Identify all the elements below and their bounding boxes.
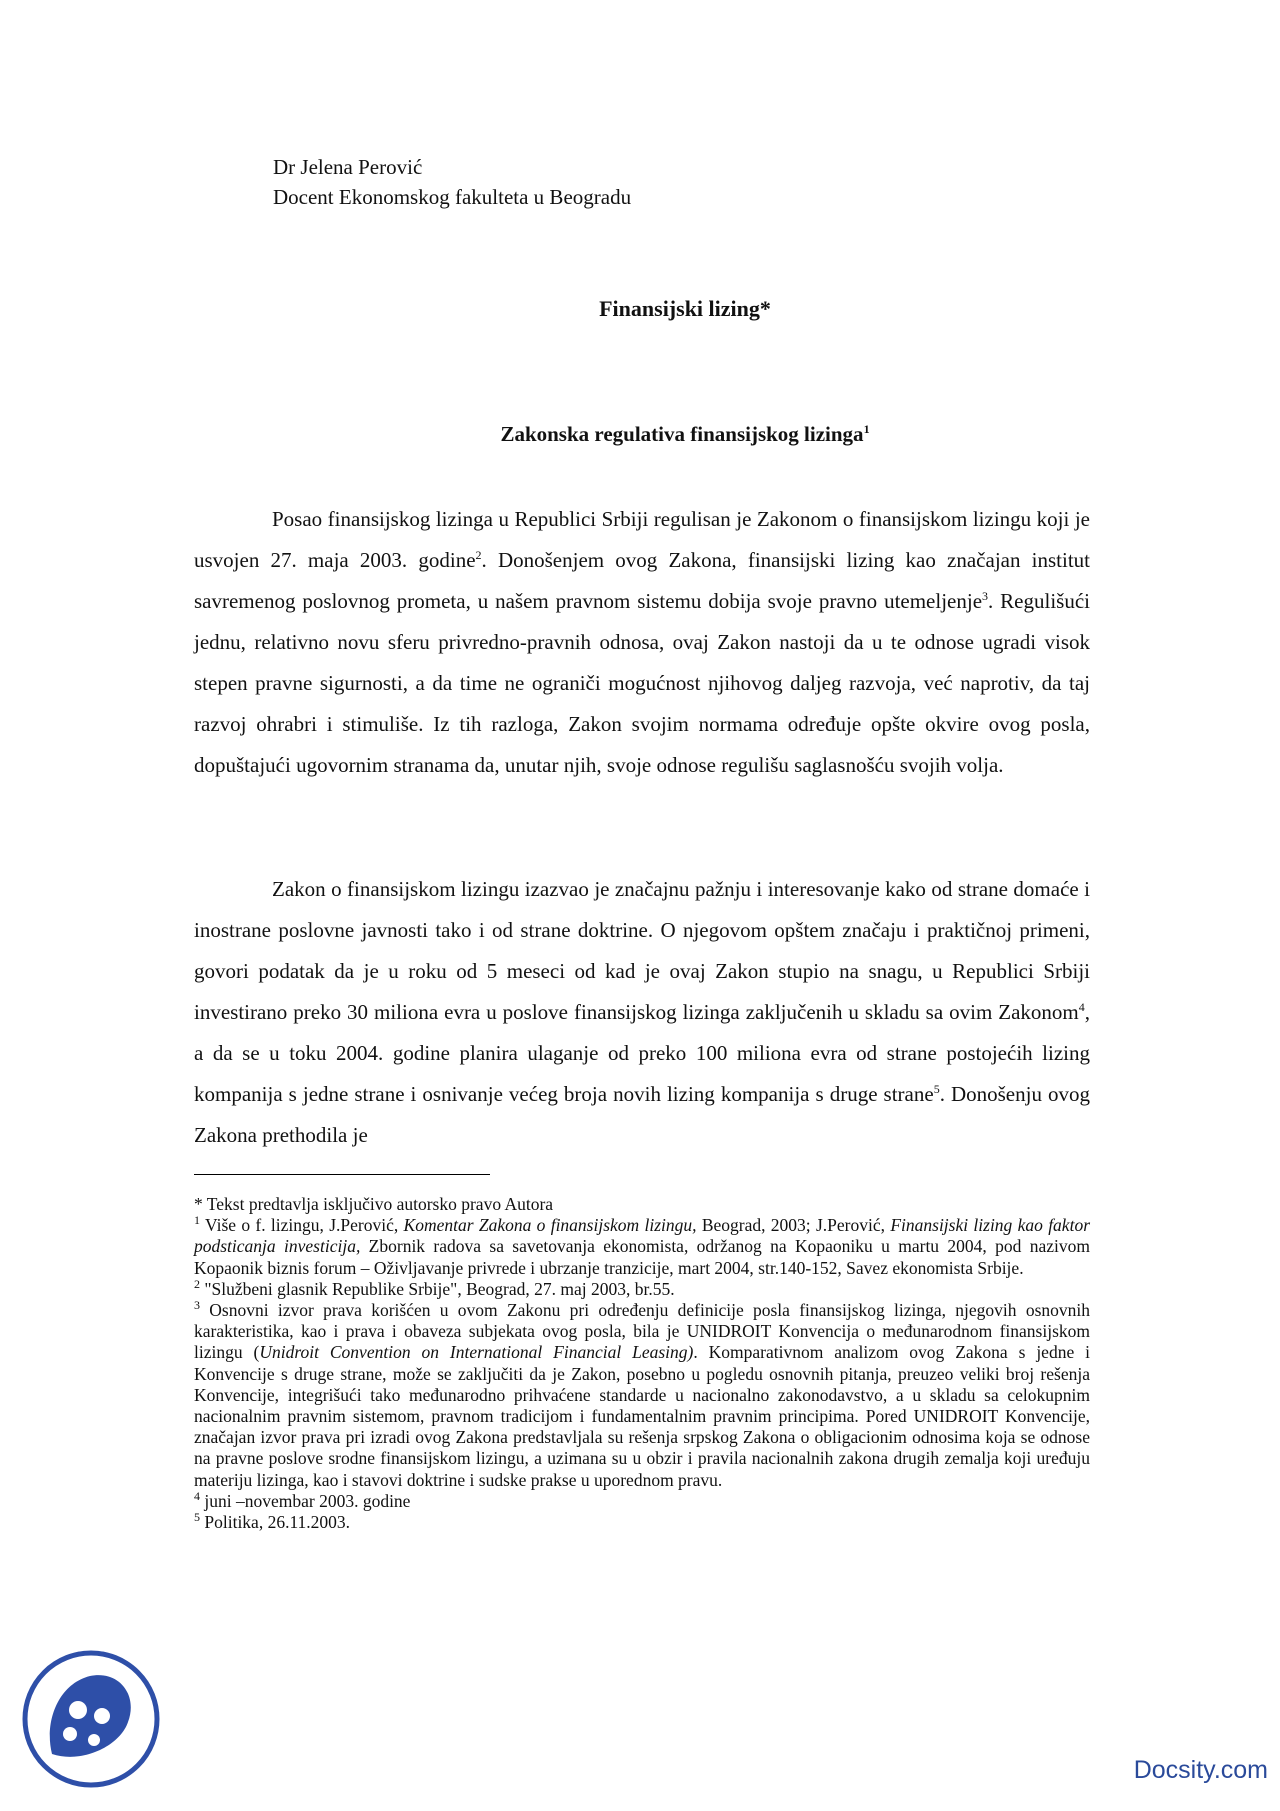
footnote-ref-1[interactable]: 1 bbox=[863, 422, 870, 436]
footnote-divider bbox=[194, 1174, 490, 1175]
p1-text-b: . Donošenjem ovog Zakona, finansijski lizing kao značajan institut savremenog poslovnog prometa, u našem pravnom sistemu dobija svoje pravno utemeljenje bbox=[194, 548, 1090, 613]
footnote-ref-3[interactable]: 3 bbox=[982, 589, 989, 603]
footnote-2-text: "Službeni glasnik Republike Srbije", Beograd, 27. maj 2003, br.55. bbox=[200, 1278, 675, 1299]
p2-text-c: . Donošenju ovog Zakona prethodila je bbox=[194, 1082, 1090, 1147]
footnotes bbox=[194, 1194, 1090, 1533]
author-position: Docent Ekonomskog fakulteta u Beogradu bbox=[273, 185, 632, 209]
footnote-1-text-c: Zbornik radova sa savetovanja ekonomista, održanog na Kopaoniku u martu 2004, pod nazivom Kopaonik biznis forum – Oživljavanje privrede i ubrzanje tranzicije, mart 2004, str.140-152, Savez ekonomista Srbije. bbox=[194, 1236, 1090, 1278]
footnote-3-text-a: Osnovni izvor prava korišćen u ovom Zakonu pri određenju definicije posla finansijskog lizinga, njegovih osnovnih karakteristika, kao i prava i obaveza subjekata ovog posla, bila je UNIDROIT Konvencija o međunarodnom finansijskom lizingu ( bbox=[194, 1300, 1090, 1363]
footnote-1-text-b: Beograd, 2003; J.Perović, bbox=[696, 1215, 891, 1236]
footnote-ref-5[interactable]: 5 bbox=[933, 1082, 940, 1096]
footnote-1 bbox=[194, 1215, 1090, 1279]
footnote-5 bbox=[194, 1512, 1090, 1533]
footnote-5-text: Politika, 26.11.2003. bbox=[200, 1512, 351, 1533]
footnote-1-italic-2: Finansijski lizing kao faktor podsticanja investicija, bbox=[194, 1215, 1091, 1257]
section-heading-text: Zakonska regulativa finansijskog lizinga bbox=[500, 422, 864, 446]
footnote-star: * Tekst predtavlja isključivo autorsko pravo Autora bbox=[194, 1194, 554, 1214]
footnote-3 bbox=[194, 1300, 1090, 1491]
p2-text-b: , a da se u toku 2004. godine planira ulaganje od preko 100 miliona evra od strane postojećih lizing kompanija s jedne strane i osnivanje većeg broja novih lizing kompanija s druge strane bbox=[194, 1000, 1090, 1106]
p1-text-c: . Regulišući jednu, relativno novu sferu privredno-pravnih odnosa, ovaj Zakon nastoji da u te odnose ugradi visok stepen pravne sigurnosti, a da time ne ograniči mogućnost njihovog daljeg razvoja, već naprotiv, da taj razvoj ohrabri i stimuliše. Iz tih razloga, Zakon svojim normama određuje opšte okvire ovog posla, dopuštajući ugovornim stranama da, unutar njih, svoje odnose regulišu saglasnošću svojih volja. bbox=[194, 589, 1091, 777]
footnote-1-italic-1: Komentar Zakona o finansijskom lizingu, bbox=[403, 1215, 697, 1236]
footnote-1-text-a: Više o f. lizingu, J.Perović, bbox=[200, 1215, 404, 1236]
document-title: Finansijski lizing* bbox=[599, 296, 771, 321]
author-block bbox=[273, 152, 631, 212]
footnote-3-num: 3 bbox=[194, 1298, 200, 1313]
docsity-watermark[interactable]: Docsity.com bbox=[1133, 1756, 1268, 1784]
footnote-5-num: 5 bbox=[194, 1510, 200, 1525]
footnote-ref-4[interactable]: 4 bbox=[1078, 1000, 1085, 1014]
section-heading bbox=[0, 422, 1280, 447]
footnote-3-italic: Unidroit Convention on International Financial Leasing) bbox=[259, 1342, 694, 1363]
footnote-2-num: 2 bbox=[194, 1276, 200, 1291]
paragraph-1 bbox=[194, 499, 1090, 786]
footnote-4 bbox=[194, 1491, 1090, 1512]
p1-text-a: Posao finansijskog lizinga u Republici Srbiji regulisan je Zakonom o finansijskom lizingu koji je usvojen 27. maja 2003. godine bbox=[194, 507, 1090, 572]
footnote-4-text: juni –novembar 2003. godine bbox=[200, 1490, 411, 1511]
author-name: Dr Jelena Perović bbox=[273, 155, 423, 179]
footnote-4-num: 4 bbox=[194, 1489, 200, 1504]
paragraph-2 bbox=[194, 869, 1090, 1156]
p2-text-a: Zakon o finansijskom lizingu izazvao je značajnu pažnju i interesovanje kako od strane domaće i inostrane poslovne javnosti tako i od strane doktrine. O njegovom opštem značaju i praktičnoj primeni, govori podatak da je u roku od 5 meseci od kad je ovaj Zakon stupio na snagu, u Republici Srbiji investirano preko 30 miliona evra u poslove finansijskog lizinga zaključenih u skladu sa ovim Zakonom bbox=[194, 877, 1090, 1024]
footnote-3-text-b: . Komparativnom analizom ovog Zakona s jedne i Konvencije s druge strane, može se zaključiti da je Zakon, posebno u pogledu osnovnih pitanja, preuzeo veliki broj rešenja Konvencije, integrišući tako međunarodno prihvaćene standarde u nacionalno zakonodavstvo, a u skladu sa celokupnim nacionalnim pravnim sistemom, pravnom tradicijom i fundamentalnim pravnim principima. Pored UNIDROIT Konvencije, značajan izvor prava pri izradi ovog Zakona predstavljala su rešenja srpskog Zakona o obligacionim odnosima koja se odnose na pravne poslove srodne finansijskom lizingu, a uzimana su u obzir i pravila nacionalnih zakona drugih zemalja koji uređuju materiju lizinga, kao i stavovi doktrine i sudske prakse u uporednom pravu. bbox=[194, 1342, 1090, 1490]
footnote-ref-2[interactable]: 2 bbox=[475, 548, 482, 562]
footnote-1-num: 1 bbox=[194, 1213, 200, 1228]
footnote-2 bbox=[194, 1276, 1090, 1300]
docsity-logo-icon[interactable] bbox=[22, 1650, 160, 1788]
